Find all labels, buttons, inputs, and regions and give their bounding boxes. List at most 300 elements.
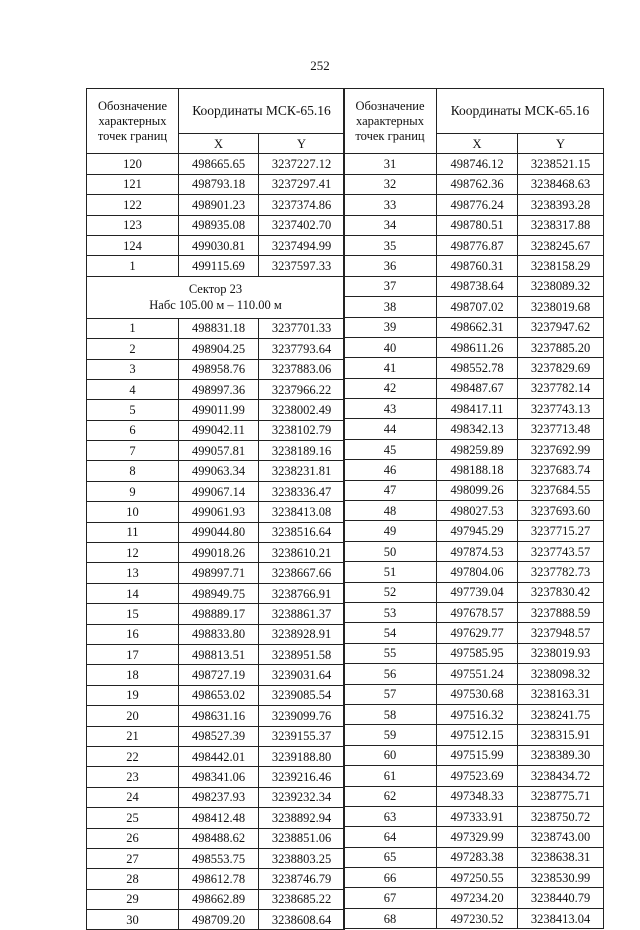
- y-coordinate-cell: 3237701.33: [259, 318, 345, 338]
- x-coordinate-cell: 499011.99: [179, 400, 259, 420]
- y-coordinate-cell: 3237947.62: [518, 317, 604, 337]
- y-coordinate-cell: 3237793.64: [259, 339, 345, 359]
- point-number-cell: 59: [344, 725, 437, 745]
- x-coordinate-cell: 498662.31: [437, 317, 518, 337]
- point-number-cell: 65: [344, 847, 437, 867]
- point-number-cell: 12: [87, 543, 179, 563]
- point-number-cell: 42: [344, 378, 437, 398]
- table-row: [87, 543, 345, 563]
- y-coordinate-cell: 3237829.69: [518, 358, 604, 378]
- x-coordinate-cell: 498760.31: [437, 256, 518, 276]
- point-number-cell: 25: [87, 808, 179, 828]
- x-coordinate-cell: 498341.06: [179, 767, 259, 787]
- table-row: [344, 276, 604, 296]
- x-coordinate-cell: 497523.69: [437, 766, 518, 786]
- table-row: [344, 154, 604, 174]
- point-number-cell: 32: [344, 174, 437, 194]
- x-coordinate-cell: 498904.25: [179, 339, 259, 359]
- point-number-cell: 45: [344, 439, 437, 459]
- table-row: [344, 582, 604, 602]
- point-number-cell: 55: [344, 643, 437, 663]
- table-row: [87, 256, 345, 276]
- point-number-cell: 41: [344, 358, 437, 378]
- table-row: [344, 256, 604, 276]
- y-coordinate-cell: 3238440.79: [518, 888, 604, 908]
- point-number-cell: 21: [87, 726, 179, 746]
- point-number-cell: 9: [87, 481, 179, 501]
- y-coordinate-cell: 3237597.33: [259, 256, 345, 276]
- point-number-cell: 123: [87, 215, 179, 235]
- y-coordinate-cell: 3239085.54: [259, 685, 345, 705]
- x-coordinate-cell: 497283.38: [437, 847, 518, 867]
- point-number-cell: 30: [87, 910, 179, 930]
- table-row: [344, 704, 604, 724]
- x-coordinate-cell: 498997.71: [179, 563, 259, 583]
- point-number-cell: 53: [344, 602, 437, 622]
- point-number-cell: 48: [344, 501, 437, 521]
- table-row: [87, 195, 345, 215]
- y-coordinate-cell: 3238019.93: [518, 643, 604, 663]
- y-coordinate-cell: 3237374.86: [259, 195, 345, 215]
- table-row: [87, 441, 345, 461]
- y-coordinate-cell: 3238163.31: [518, 684, 604, 704]
- point-number-cell: 14: [87, 583, 179, 603]
- point-number-cell: 37: [344, 276, 437, 296]
- sector-subtitle: Набс 105.00 м – 110.00 м: [149, 298, 282, 313]
- x-coordinate-cell: 498188.18: [437, 460, 518, 480]
- y-coordinate-cell: 3237830.42: [518, 582, 604, 602]
- point-number-cell: 26: [87, 828, 179, 848]
- point-number-cell: 1: [87, 318, 179, 338]
- y-coordinate-cell: 3237713.48: [518, 419, 604, 439]
- y-coordinate-cell: 3238102.79: [259, 420, 345, 440]
- y-coordinate-cell: 3239155.37: [259, 726, 345, 746]
- point-number-cell: 8: [87, 461, 179, 481]
- table-row: [87, 869, 345, 889]
- y-coordinate-cell: 3238098.32: [518, 664, 604, 684]
- coordinates-table-right: [343, 88, 604, 929]
- point-number-cell: 36: [344, 256, 437, 276]
- x-coordinate-cell: 498259.89: [437, 439, 518, 459]
- table-row: [87, 583, 345, 603]
- y-coordinate-cell: 3237743.57: [518, 541, 604, 561]
- y-coordinate-cell: 3239216.46: [259, 767, 345, 787]
- y-coordinate-cell: 3238317.88: [518, 215, 604, 235]
- table-row: [87, 848, 345, 868]
- table-row: [87, 706, 345, 726]
- y-coordinate-cell: 3237966.22: [259, 379, 345, 399]
- y-coordinate-cell: 3238231.81: [259, 461, 345, 481]
- point-number-cell: 61: [344, 766, 437, 786]
- point-number-cell: 63: [344, 806, 437, 826]
- sector-title: Сектор 23: [188, 282, 243, 297]
- point-number-cell: 17: [87, 644, 179, 664]
- point-number-cell: 35: [344, 235, 437, 255]
- y-coordinate-cell: 3238775.71: [518, 786, 604, 806]
- table-row: [344, 786, 604, 806]
- y-coordinate-cell: 3237692.99: [518, 439, 604, 459]
- y-coordinate-cell: 3238468.63: [518, 174, 604, 194]
- coords-header: Координаты МСК-65.16: [437, 89, 604, 134]
- x-coordinate-cell: 498762.36: [437, 174, 518, 194]
- x-coordinate-cell: 498935.08: [179, 215, 259, 235]
- table-row: [344, 868, 604, 888]
- y-coordinate-cell: 3237883.06: [259, 359, 345, 379]
- point-number-cell: 20: [87, 706, 179, 726]
- y-coordinate-cell: 3239099.76: [259, 706, 345, 726]
- table-row: [87, 420, 345, 440]
- table-row: [87, 685, 345, 705]
- table-row: [87, 604, 345, 624]
- point-number-cell: 52: [344, 582, 437, 602]
- y-coordinate-cell: 3237888.59: [518, 602, 604, 622]
- x-coordinate-cell: 497333.91: [437, 806, 518, 826]
- table-row: [87, 910, 345, 930]
- y-coordinate-cell: 3238928.91: [259, 624, 345, 644]
- point-number-cell: 24: [87, 787, 179, 807]
- x-coordinate-cell: 498780.51: [437, 215, 518, 235]
- table-row: [344, 358, 604, 378]
- x-coordinate-cell: 498027.53: [437, 501, 518, 521]
- x-coordinate-cell: 498553.75: [179, 848, 259, 868]
- table-row: [87, 808, 345, 828]
- point-number-cell: 51: [344, 562, 437, 582]
- table-row: [344, 439, 604, 459]
- x-coordinate-cell: 498342.13: [437, 419, 518, 439]
- y-coordinate-cell: 3237227.12: [259, 154, 345, 174]
- y-coordinate-cell: 3237693.60: [518, 501, 604, 521]
- point-number-cell: 54: [344, 623, 437, 643]
- y-coordinate-cell: 3238393.28: [518, 195, 604, 215]
- point-number-cell: 34: [344, 215, 437, 235]
- table-row: [344, 541, 604, 561]
- y-coordinate-cell: 3238610.21: [259, 543, 345, 563]
- point-number-cell: 122: [87, 195, 179, 215]
- table-row: [344, 827, 604, 847]
- y-coordinate-cell: 3238245.67: [518, 235, 604, 255]
- x-coordinate-cell: 498776.24: [437, 195, 518, 215]
- table-row: [87, 174, 345, 194]
- point-number-cell: 29: [87, 889, 179, 909]
- table-row: [87, 481, 345, 501]
- y-coordinate-cell: 3237683.74: [518, 460, 604, 480]
- y-coordinate-cell: 3238667.66: [259, 563, 345, 583]
- y-coordinate-cell: 3238766.91: [259, 583, 345, 603]
- y-coordinate-cell: 3238685.22: [259, 889, 345, 909]
- x-coordinate-cell: 498417.11: [437, 399, 518, 419]
- table-row: [87, 522, 345, 542]
- y-coordinate-cell: 3239031.64: [259, 665, 345, 685]
- point-label-header: Обозначение характерных точек границ: [344, 89, 437, 154]
- point-number-cell: 10: [87, 502, 179, 522]
- point-number-cell: 38: [344, 297, 437, 317]
- coordinates-table-left: [86, 88, 345, 930]
- table-row: [344, 806, 604, 826]
- point-number-cell: 121: [87, 174, 179, 194]
- x-coordinate-cell: 497530.68: [437, 684, 518, 704]
- sector-header: [87, 276, 345, 318]
- point-number-cell: 66: [344, 868, 437, 888]
- table-row: [87, 215, 345, 235]
- x-coordinate-cell: 499063.34: [179, 461, 259, 481]
- y-coordinate-cell: 3238315.91: [518, 725, 604, 745]
- point-number-cell: 43: [344, 399, 437, 419]
- y-header: Y: [518, 134, 604, 154]
- x-coordinate-cell: 499067.14: [179, 481, 259, 501]
- x-coordinate-cell: 498776.87: [437, 235, 518, 255]
- table-row: [87, 726, 345, 746]
- table-row: [87, 624, 345, 644]
- y-coordinate-cell: 3238530.99: [518, 868, 604, 888]
- table-row: [87, 461, 345, 481]
- y-coordinate-cell: 3237715.27: [518, 521, 604, 541]
- table-row: [344, 378, 604, 398]
- y-coordinate-cell: 3238803.25: [259, 848, 345, 868]
- point-number-cell: 23: [87, 767, 179, 787]
- point-number-cell: 47: [344, 480, 437, 500]
- x-coordinate-cell: 497515.99: [437, 745, 518, 765]
- point-number-cell: 5: [87, 400, 179, 420]
- x-coordinate-cell: 497678.57: [437, 602, 518, 622]
- x-coordinate-cell: 498709.20: [179, 910, 259, 930]
- x-coordinate-cell: 498099.26: [437, 480, 518, 500]
- table-row: [344, 725, 604, 745]
- y-coordinate-cell: 3238089.32: [518, 276, 604, 296]
- x-coordinate-cell: 499115.69: [179, 256, 259, 276]
- x-coordinate-cell: 498412.48: [179, 808, 259, 828]
- point-number-cell: 13: [87, 563, 179, 583]
- x-coordinate-cell: 497551.24: [437, 664, 518, 684]
- point-number-cell: 39: [344, 317, 437, 337]
- x-coordinate-cell: 498833.80: [179, 624, 259, 644]
- x-coordinate-cell: 497945.29: [437, 521, 518, 541]
- y-coordinate-cell: 3238002.49: [259, 400, 345, 420]
- y-coordinate-cell: 3238892.94: [259, 808, 345, 828]
- x-coordinate-cell: 498631.16: [179, 706, 259, 726]
- point-number-cell: 40: [344, 337, 437, 357]
- y-coordinate-cell: 3237494.99: [259, 235, 345, 255]
- point-number-cell: 57: [344, 684, 437, 704]
- x-coordinate-cell: 497874.53: [437, 541, 518, 561]
- x-coordinate-cell: 497516.32: [437, 704, 518, 724]
- table-row: [87, 563, 345, 583]
- table-row: [87, 339, 345, 359]
- point-number-cell: 15: [87, 604, 179, 624]
- table-row: [87, 767, 345, 787]
- x-coordinate-cell: 498487.67: [437, 378, 518, 398]
- x-coordinate-cell: 498665.65: [179, 154, 259, 174]
- x-header: X: [437, 134, 518, 154]
- y-coordinate-cell: 3239188.80: [259, 746, 345, 766]
- table-row: [87, 379, 345, 399]
- table-row: [344, 501, 604, 521]
- point-number-cell: 120: [87, 154, 179, 174]
- point-number-cell: 62: [344, 786, 437, 806]
- point-number-cell: 7: [87, 441, 179, 461]
- y-coordinate-cell: 3237782.73: [518, 562, 604, 582]
- x-coordinate-cell: 497250.55: [437, 868, 518, 888]
- y-coordinate-cell: 3237684.55: [518, 480, 604, 500]
- y-coordinate-cell: 3238851.06: [259, 828, 345, 848]
- x-coordinate-cell: 498901.23: [179, 195, 259, 215]
- y-coordinate-cell: 3237885.20: [518, 337, 604, 357]
- y-header: Y: [259, 134, 345, 154]
- x-coordinate-cell: 497739.04: [437, 582, 518, 602]
- table-row: [87, 400, 345, 420]
- table-row: [344, 399, 604, 419]
- table-row: [344, 623, 604, 643]
- point-number-cell: 1: [87, 256, 179, 276]
- x-coordinate-cell: 498653.02: [179, 685, 259, 705]
- point-number-cell: 67: [344, 888, 437, 908]
- x-coordinate-cell: 498612.78: [179, 869, 259, 889]
- y-coordinate-cell: 3238413.04: [518, 908, 604, 928]
- y-coordinate-cell: 3238019.68: [518, 297, 604, 317]
- x-coordinate-cell: 498611.26: [437, 337, 518, 357]
- x-coordinate-cell: 499030.81: [179, 235, 259, 255]
- table-row: [87, 828, 345, 848]
- x-coordinate-cell: 498527.39: [179, 726, 259, 746]
- x-coordinate-cell: 498949.75: [179, 583, 259, 603]
- table-row: [87, 359, 345, 379]
- table-row: [344, 174, 604, 194]
- x-coordinate-cell: 498831.18: [179, 318, 259, 338]
- x-coordinate-cell: 497512.15: [437, 725, 518, 745]
- point-number-cell: 46: [344, 460, 437, 480]
- table-row: [344, 337, 604, 357]
- table-row: [344, 460, 604, 480]
- table-row: [344, 908, 604, 928]
- point-number-cell: 4: [87, 379, 179, 399]
- table-row: [344, 215, 604, 235]
- point-number-cell: 18: [87, 665, 179, 685]
- x-coordinate-cell: 497629.77: [437, 623, 518, 643]
- page-number: 252: [310, 58, 330, 73]
- point-number-cell: 33: [344, 195, 437, 215]
- x-coordinate-cell: 497348.33: [437, 786, 518, 806]
- x-coordinate-cell: 498746.12: [437, 154, 518, 174]
- x-coordinate-cell: 498958.76: [179, 359, 259, 379]
- table-row: [87, 746, 345, 766]
- x-coordinate-cell: 497804.06: [437, 562, 518, 582]
- y-coordinate-cell: 3238638.31: [518, 847, 604, 867]
- sector-header-row: [87, 276, 345, 318]
- y-coordinate-cell: 3238750.72: [518, 806, 604, 826]
- point-number-cell: 44: [344, 419, 437, 439]
- y-coordinate-cell: 3238336.47: [259, 481, 345, 501]
- table-row: [344, 235, 604, 255]
- table-row: [87, 644, 345, 664]
- x-coordinate-cell: 498738.64: [437, 276, 518, 296]
- point-number-cell: 27: [87, 848, 179, 868]
- point-number-cell: 68: [344, 908, 437, 928]
- table-row: [87, 154, 345, 174]
- table-row: [344, 317, 604, 337]
- table-row: [87, 502, 345, 522]
- x-coordinate-cell: 498727.19: [179, 665, 259, 685]
- table-row: [344, 643, 604, 663]
- point-number-cell: 50: [344, 541, 437, 561]
- y-coordinate-cell: 3238241.75: [518, 704, 604, 724]
- table-row: [344, 684, 604, 704]
- y-coordinate-cell: 3237782.14: [518, 378, 604, 398]
- x-coordinate-cell: 498813.51: [179, 644, 259, 664]
- x-coordinate-cell: 499057.81: [179, 441, 259, 461]
- table-row: [344, 664, 604, 684]
- point-number-cell: 11: [87, 522, 179, 542]
- x-coordinate-cell: 498488.62: [179, 828, 259, 848]
- x-coordinate-cell: 497329.99: [437, 827, 518, 847]
- y-coordinate-cell: 3238516.64: [259, 522, 345, 542]
- x-coordinate-cell: 498662.89: [179, 889, 259, 909]
- y-coordinate-cell: 3238608.64: [259, 910, 345, 930]
- x-coordinate-cell: 497230.52: [437, 908, 518, 928]
- table-row: [87, 235, 345, 255]
- x-coordinate-cell: 499044.80: [179, 522, 259, 542]
- x-coordinate-cell: 497585.95: [437, 643, 518, 663]
- point-number-cell: 6: [87, 420, 179, 440]
- y-coordinate-cell: 3238413.08: [259, 502, 345, 522]
- x-coordinate-cell: 499018.26: [179, 543, 259, 563]
- y-coordinate-cell: 3238158.29: [518, 256, 604, 276]
- table-row: [87, 318, 345, 338]
- table-row: [344, 521, 604, 541]
- table-row: [344, 888, 604, 908]
- point-number-cell: 31: [344, 154, 437, 174]
- point-number-cell: 64: [344, 827, 437, 847]
- point-number-cell: 49: [344, 521, 437, 541]
- point-number-cell: 28: [87, 869, 179, 889]
- y-coordinate-cell: 3238743.00: [518, 827, 604, 847]
- point-number-cell: 22: [87, 746, 179, 766]
- y-coordinate-cell: 3237402.70: [259, 215, 345, 235]
- point-number-cell: 124: [87, 235, 179, 255]
- x-coordinate-cell: 498997.36: [179, 379, 259, 399]
- x-coordinate-cell: 498552.78: [437, 358, 518, 378]
- x-coordinate-cell: 498707.02: [437, 297, 518, 317]
- point-number-cell: 58: [344, 704, 437, 724]
- y-coordinate-cell: 3238189.16: [259, 441, 345, 461]
- table-row: [87, 889, 345, 909]
- x-coordinate-cell: 498793.18: [179, 174, 259, 194]
- x-coordinate-cell: 497234.20: [437, 888, 518, 908]
- table-row: [87, 665, 345, 685]
- x-coordinate-cell: 498889.17: [179, 604, 259, 624]
- table-row: [87, 787, 345, 807]
- x-coordinate-cell: 498237.93: [179, 787, 259, 807]
- y-coordinate-cell: 3238746.79: [259, 869, 345, 889]
- table-row: [344, 480, 604, 500]
- table-row: [344, 419, 604, 439]
- y-coordinate-cell: 3237297.41: [259, 174, 345, 194]
- table-row: [344, 847, 604, 867]
- table-row: [344, 745, 604, 765]
- y-coordinate-cell: 3237743.13: [518, 399, 604, 419]
- x-header: X: [179, 134, 259, 154]
- y-coordinate-cell: 3238951.58: [259, 644, 345, 664]
- table-row: [344, 602, 604, 622]
- x-coordinate-cell: 499042.11: [179, 420, 259, 440]
- x-coordinate-cell: 499061.93: [179, 502, 259, 522]
- y-coordinate-cell: 3238521.15: [518, 154, 604, 174]
- y-coordinate-cell: 3237948.57: [518, 623, 604, 643]
- point-number-cell: 3: [87, 359, 179, 379]
- x-coordinate-cell: 498442.01: [179, 746, 259, 766]
- y-coordinate-cell: 3238861.37: [259, 604, 345, 624]
- point-number-cell: 16: [87, 624, 179, 644]
- y-coordinate-cell: 3238389.30: [518, 745, 604, 765]
- point-number-cell: 2: [87, 339, 179, 359]
